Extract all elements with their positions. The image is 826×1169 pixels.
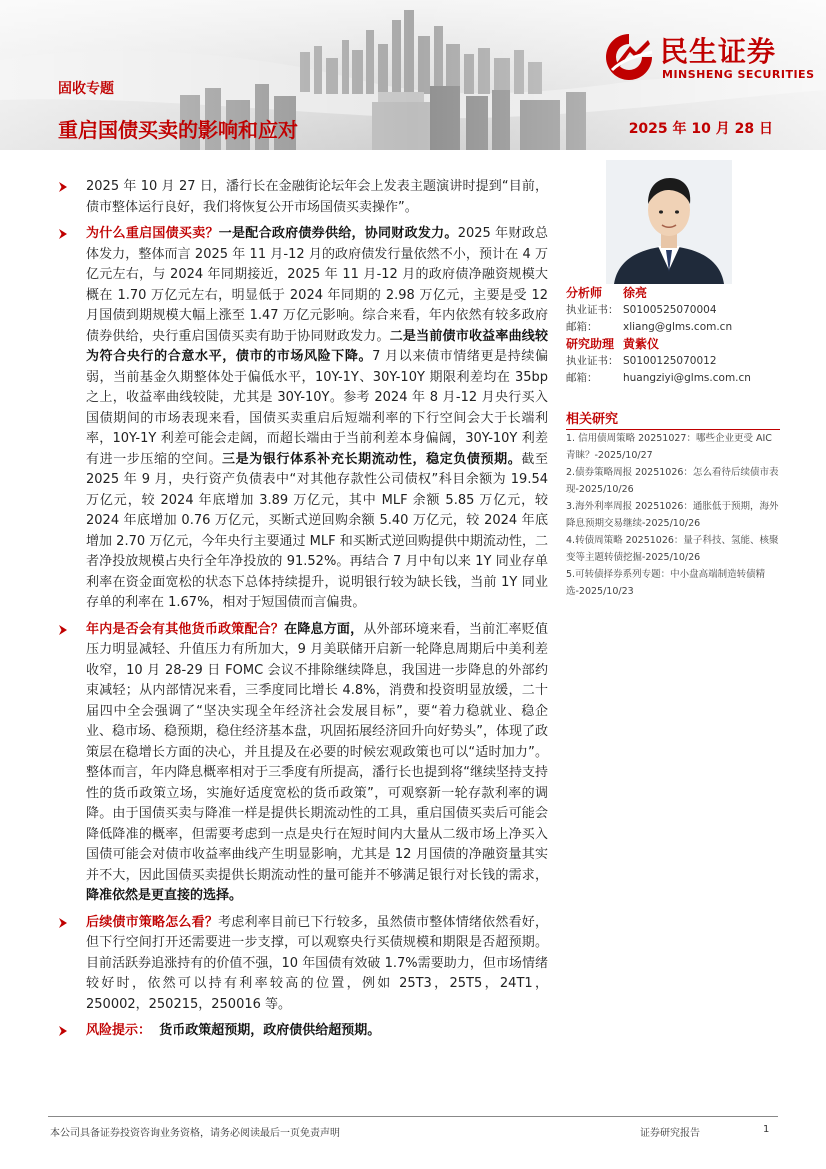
paragraph-lead: 为什么重启国债买卖？: [86, 226, 219, 241]
analyst-role: 研究助理: [566, 337, 615, 351]
footer-report-type: 证券研究报告: [640, 1128, 700, 1139]
analyst-portrait-icon: [606, 160, 732, 284]
paragraph-text: 考虑利率目前已下行较多，虽然债市整体情绪依然看好，但下行空间打开还需要进一步支撑，可以观察央行买债规模和期限是否超预期。目前活跃券追涨持有的价值不强，10 年国债有效破 1.7%需要助力，但市场情绪较好时，依然可以持有利率较高的位置，例如 25T3，25T5，24T1，250002，250215，250016 等。: [86, 914, 548, 1012]
footer-divider: [48, 1116, 778, 1117]
email-label: 邮箱：: [566, 372, 598, 384]
related-research-list: [566, 430, 780, 600]
page-number: 1: [763, 1124, 770, 1135]
key-point-1: 一是配合政府债券供给，协同财政发力。: [218, 226, 458, 241]
arrow-bullet-icon: [58, 913, 72, 933]
analyst-name: 徐亮: [623, 286, 648, 300]
related-research-item[interactable]: 5.可转债择券系列专题：中小盘高端制造转债精选-2025/10/23: [566, 569, 766, 597]
cert-number: S0100125070012: [623, 354, 717, 367]
related-research-item[interactable]: 4.转债周策略 20251026：量子科技、氢能、核聚变等主题转债挖掘-2025/10/26: [566, 535, 779, 563]
analyst-name: 黄紫仪: [623, 337, 660, 351]
key-point-rrr: 降准依然是更直接的选择。: [86, 888, 243, 903]
paragraph-lead: 风险提示：: [86, 1023, 152, 1038]
paragraph-strategy: [58, 913, 548, 1016]
paragraph-text: 2025 年财政总体发力，整体而言 2025 年 11 月-12 月的政府债发行量依然不小，预计在 4 万亿元左右，与 2024 年同期接近，2025 年 11 月-12 月的政府债净融资规模大概在 1.70 万亿元左右，明显低于 2024 年同期的 2.98 万亿元，主要是受 12 月国债到期规模大幅上涨至 1.47 万亿元影响。综合来看，年内依然有较多政府债券供给，央行重启国债买卖有助于协同财政发力。: [86, 226, 548, 344]
related-research-item[interactable]: 1. 信用债周策略 20251027：哪些企业更受 AIC 青睐？-2025/10/27: [566, 433, 772, 461]
arrow-bullet-icon: [58, 620, 72, 640]
email-link[interactable]: xliang@glms.com.cn: [623, 320, 733, 333]
arrow-bullet-icon: [58, 1021, 72, 1041]
minsheng-logo-icon: [602, 30, 656, 84]
brand-name-en: MINSHENG SECURITIES: [662, 68, 815, 81]
related-research-heading: 相关研究: [566, 408, 780, 430]
analyst-photo: [606, 160, 732, 284]
paragraph-risk: [58, 1021, 548, 1042]
paragraph-intro: [58, 177, 548, 218]
paragraph-text: 从外部环境来看，当前汇率贬值压力明显减轻、升值压力有所加大，9 月美联储开启新一轮降息周期后中美利差收窄，10 月 28-29 日 FOMC 会议不排除继续降息，我国进一步降息的外部约束减轻；从内部情况来看，三季度同比增长 4.8%，消费和投资明显放缓，二十届四中全会强调了“坚决实现全年经济社会发展目标”，要“着力稳就业、稳企业、稳市场、稳预期，稳住经济基本盘，巩固拓展经济回升向好势头”，体现了政策层在稳增长方面的决心，并且提及在必要的时候宏观政策也可以“适时加力”。整体而言，年内降息概率相对于三季度有所提高，潘行长也提到将“继续坚持支持性的货币政策立场，实施好适度宽松的货币政策”，可观察新一轮存款利率的调降。由于国债买卖与降准一样是提供长期流动性的工具，重启国债买卖后可能会降低降准的概率，但需要考虑到一点是央行在短时间内大量从二级市场上净买入国债可能会对债市收益率曲线产生明显影响，尤其是 12 月国债的净融资量其实并不大，因此国债买卖提供长期流动性的量可能并不够满足银行对长钱的需求，: [86, 621, 548, 883]
report-date: 2025 年 10 月 28 日: [628, 121, 773, 137]
paragraph-why-restart: [58, 224, 548, 614]
email-label: 邮箱：: [566, 321, 598, 333]
paragraph-monetary-policy: [58, 620, 548, 907]
related-research-item[interactable]: 2.债券策略周报 20251026：怎么看待后续债市表现-2025/10/26: [566, 467, 779, 495]
email-link[interactable]: huangziyi@glms.com.cn: [623, 371, 751, 384]
paragraph-text: 7 月以来债市情绪更是持续偏弱，当前基金久期整体处于偏低水平，10Y-1Y、30Y-10Y 期限利差均在 35bp 之上，收益率曲线较陡，尤其是 30Y-10Y。参考 2024 年 8 月-12 月央行买入国债期间的市场表现来看，国债买卖重启后短端利率的下行空间会大于长端利率，10Y-1Y 利差可能会走阔，而超长端由于当前利差本身偏阔，30Y-10Y 利差有进一步压缩的空间。: [86, 349, 548, 467]
brand-logo: [602, 28, 815, 88]
key-point-2: 二是当前债市收益率曲线较为符合央行的合意水平，债市的市场风险下降。: [86, 328, 548, 364]
analyst-role: 分析师: [566, 286, 603, 300]
paragraph-text: 2025 年 10 月 27 日，潘行长在金融街论坛年会上发表主题演讲时提到“目前，债市整体运行良好，我们将恢复公开市场国债买卖操作”。: [86, 179, 548, 215]
report-title: 重启国债买卖的影响和应对: [58, 118, 298, 142]
brand-name-cn: 民生证券: [660, 35, 777, 68]
key-point-rate-cut: 在降息方面，: [284, 621, 364, 637]
cert-label: 执业证书：: [566, 304, 619, 316]
cert-label: 执业证书：: [566, 355, 619, 367]
arrow-bullet-icon: [58, 177, 72, 197]
key-point-3: 三是为银行体系补充长期流动性，稳定负债预期。: [222, 451, 522, 467]
paragraph-lead: 后续债市策略怎么看？: [86, 914, 219, 930]
paragraph-text: 截至 2025 年 9 月，央行资产负债表中“对其他存款性公司债权”科目余额为 19.54 万亿元，较 2024 年底增加 3.89 万亿元，其中 MLF 余额 5.85 万亿元，较 2024 年底增加 0.76 万亿元，买断式逆回购余额 5.40 万亿元，较 2024 年底增加 2.70 万亿元，今年央行主要通过 MLF 和买断式逆回购提供中期流动性，二者净投放规模占央行全年净投放的 91.52%。再结合 7 月中旬以来 1Y 同业存单利率在资金面宽松的状态下总体持续提升，说明银行较为缺长钱，当前 1Y 同业存单的利率在 1.67%，相对于短国债而言偏贵。: [86, 451, 548, 610]
footer-disclaimer: 本公司具备证券投资咨询业务资格，请务必阅读最后一页免责声明: [50, 1128, 340, 1139]
risk-text: 货币政策超预期，政府债供给超预期。: [159, 1023, 381, 1038]
paragraph-lead: 年内是否会有其他货币政策配合？: [86, 621, 285, 637]
report-body: [58, 177, 548, 1048]
report-category: 固收专题: [58, 81, 114, 97]
analyst-card: [566, 284, 780, 386]
cert-number: S0100525070004: [623, 303, 717, 316]
related-research-item[interactable]: 3.海外利率周报 20251026：通胀低于预期，海外降息预期交易继续-2025/10/26: [566, 501, 779, 529]
arrow-bullet-icon: [58, 224, 72, 244]
header-banner: [0, 0, 826, 150]
